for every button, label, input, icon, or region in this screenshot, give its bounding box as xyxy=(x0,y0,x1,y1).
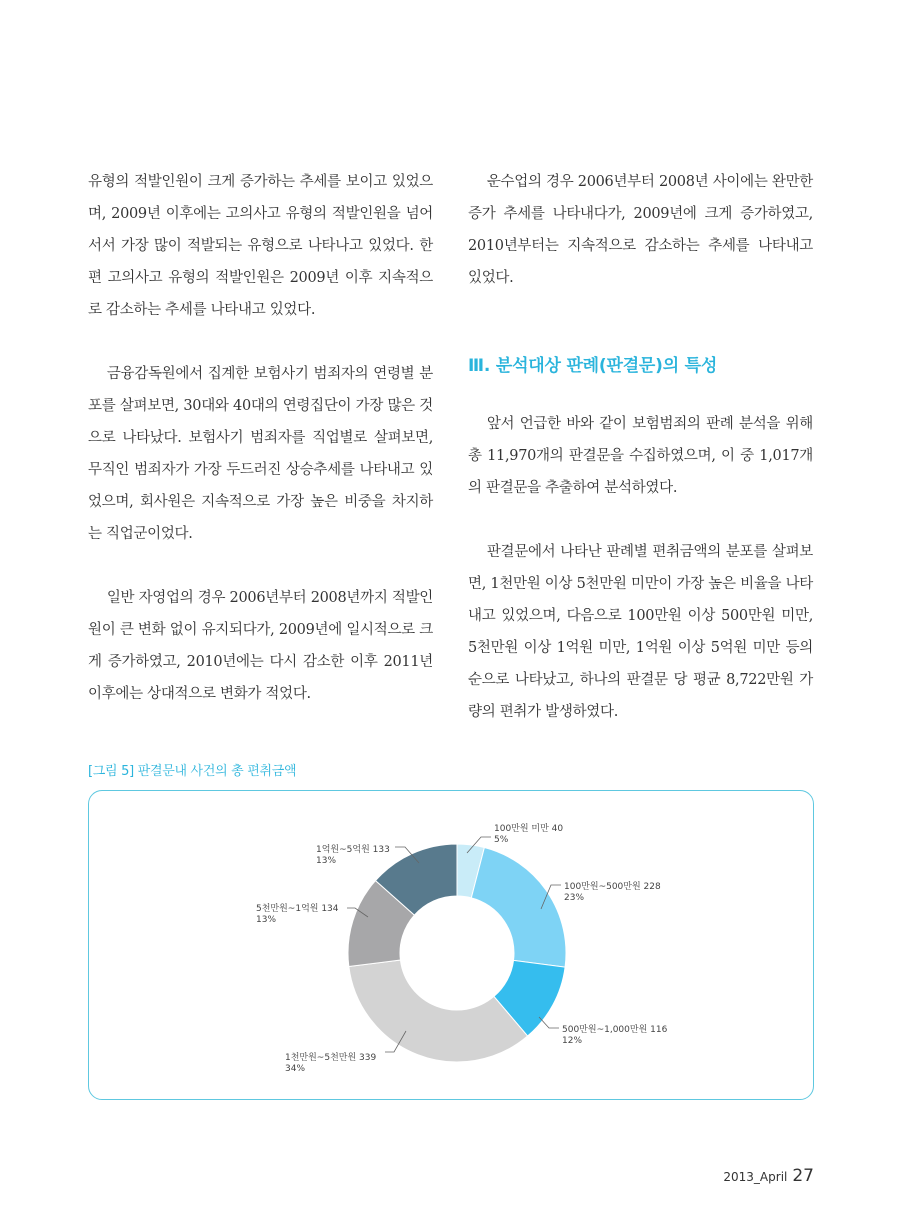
right-paragraph-2: 앞서 언급한 바와 같이 보험범죄의 판례 분석을 위해 총 11,970개의 판결문을 수집하였으며, 이 중 1,017개의 판결문을 추출하여 분석하였다. xyxy=(468,416,813,496)
left-paragraph-2: 금융감독원에서 집계한 보험사기 범죄자의 연령별 분포를 살펴보면, 30대와 40대의 연령집단이 가장 많은 것으로 나타났다. 보험사기 범죄자를 직업별로 살펴보면, 무직인 범죄자가 가장 두드러진 상승추세를 나타내고 있었으며, 회사원은 지속적으로 가장 높은 비중을 차지하는 직업군이었다. xyxy=(88,366,433,542)
page-footer xyxy=(723,1166,814,1186)
slice-percent-1: 23% xyxy=(564,893,585,903)
slice-label-4: 5천만원~1억원 134 xyxy=(256,904,339,914)
slice-percent-3: 34% xyxy=(285,1064,306,1074)
donut-chart xyxy=(89,791,815,1101)
left-column xyxy=(88,166,433,710)
left-paragraph-1: 유형의 적발인원이 크게 증가하는 추세를 보이고 있었으며, 2009년 이후에는 고의사고 유형의 적발인원을 넘어서서 가장 많이 적발되는 유형으로 나타나고 있었다. 한편 고의사고 유형의 적발인원은 2009년 이후 지속적으로 감소하는 추세를 나타내고 있었다. xyxy=(88,174,433,318)
slice-percent-0: 5% xyxy=(494,835,509,845)
slice-label-0: 100만원 미만 40 xyxy=(494,824,564,834)
slice-1 xyxy=(471,847,566,967)
right-column xyxy=(468,166,813,728)
slice-percent-2: 12% xyxy=(562,1036,583,1046)
left-paragraph-3: 일반 자영업의 경우 2006년부터 2008년까지 적발인원이 큰 변화 없이 유지되다가, 2009년에 일시적으로 크게 증가하였고, 2010년에는 다시 감소한 이후 2011년 이후에는 상대적으로 변화가 적었다. xyxy=(88,590,433,702)
slice-percent-4: 13% xyxy=(256,915,277,925)
slice-label-2: 500만원~1,000만원 116 xyxy=(562,1025,668,1035)
issue-label: 2013_April xyxy=(723,1170,788,1184)
slice-label-1: 100만원~500만원 228 xyxy=(564,882,661,892)
right-paragraph-1: 운수업의 경우 2006년부터 2008년 사이에는 완만한 증가 추세를 나타내다가, 2009년에 크게 증가하였고, 2010년부터는 지속적으로 감소하는 추세를 나타내고 있었다. xyxy=(468,174,813,286)
slice-label-3: 1천만원~5천만원 339 xyxy=(285,1053,377,1063)
page-number: 27 xyxy=(792,1166,814,1186)
section-title: Ⅲ. 분석대상 판례(판결문)의 특성 xyxy=(468,356,718,376)
slice-percent-5: 13% xyxy=(316,856,337,866)
figure-frame xyxy=(88,790,814,1100)
right-paragraph-3: 판결문에서 나타난 판례별 편취금액의 분포를 살펴보면, 1천만원 이상 5천만원 미만이 가장 높은 비율을 나타내고 있었으며, 다음으로 100만원 이상 500만원 미만, 5천만원 이상 1억원 미만, 1억원 이상 5억원 미만 등의 순으로 나타났고, 하나의 판결문 당 평균 8,722만원 가량의 편취가 발생하였다. xyxy=(468,544,813,720)
figure-caption: [그림 5] 판결문내 사건의 총 편취금액 xyxy=(88,764,297,779)
slice-label-5: 1억원~5억원 133 xyxy=(316,845,390,855)
slice-3 xyxy=(349,960,528,1062)
